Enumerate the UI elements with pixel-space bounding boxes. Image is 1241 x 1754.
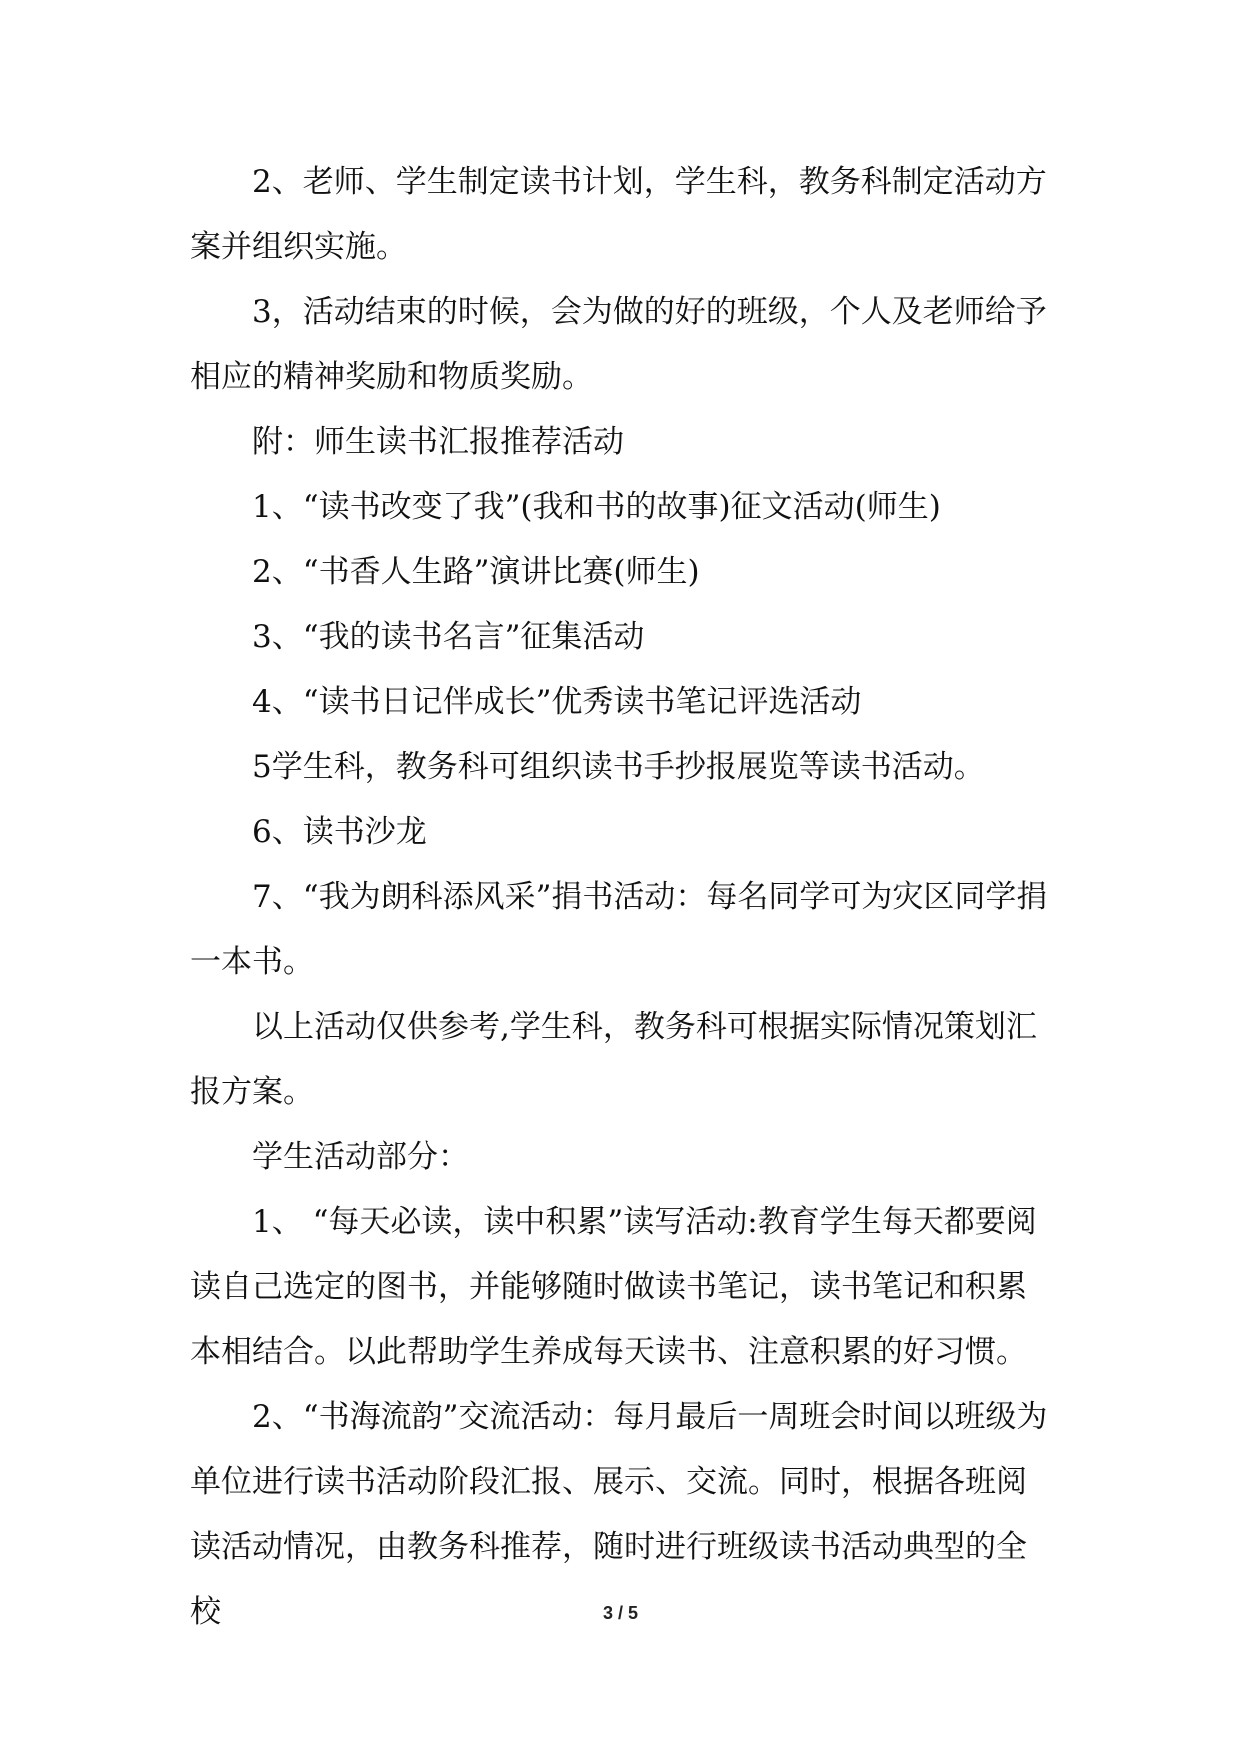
paragraph: 5学生科，教务科可组织读书手抄报展览等读书活动。 xyxy=(252,749,985,785)
paragraph: 4、“读书日记伴成长”优秀读书笔记评选活动 xyxy=(252,684,862,720)
paragraph: 2、“书香人生路”演讲比赛(师生) xyxy=(252,554,700,590)
paragraph: 2、“书海流韵”交流活动：每月最后一周班会时间以班级为单位进行读书活动阶段汇报、展示、交流。同时，根据各班阅读活动情况，由教务科推荐，随时进行班级读书活动典型的全校 xyxy=(190,1399,1048,1630)
paragraph: 7、“我为朗科添风采”捐书活动：每名同学可为灾区同学捐一本书。 xyxy=(190,879,1048,980)
paragraph: 学生活动部分： xyxy=(252,1139,469,1175)
paragraph: 2、老师、学生制定读书计划，学生科，教务科制定活动方案并组织实施。 xyxy=(190,164,1047,265)
document-body xyxy=(190,150,1050,1645)
paragraph: 以上活动仅供参考,学生科，教务科可根据实际情况策划汇报方案。 xyxy=(190,1009,1037,1110)
paragraph: 1、 “每天必读，读中积累”读写活动:教育学生每天都要阅读自己选定的图书，并能够随时做读书笔记，读书笔记和积累本相结合。以此帮助学生养成每天读书、注意积累的好习惯。 xyxy=(190,1204,1037,1370)
paragraph: 附：师生读书汇报推荐活动 xyxy=(252,424,624,460)
paragraph: 3、“我的读书名言”征集活动 xyxy=(252,619,645,655)
paragraph: 6、读书沙龙 xyxy=(252,814,427,850)
page-number: 3 / 5 xyxy=(602,1603,639,1623)
paragraph: 3，活动结束的时候，会为做的好的班级，个人及老师给予相应的精神奖励和物质奖励。 xyxy=(190,294,1047,395)
paragraph: 1、“读书改变了我”(我和书的故事)征文活动(师生) xyxy=(252,489,941,525)
